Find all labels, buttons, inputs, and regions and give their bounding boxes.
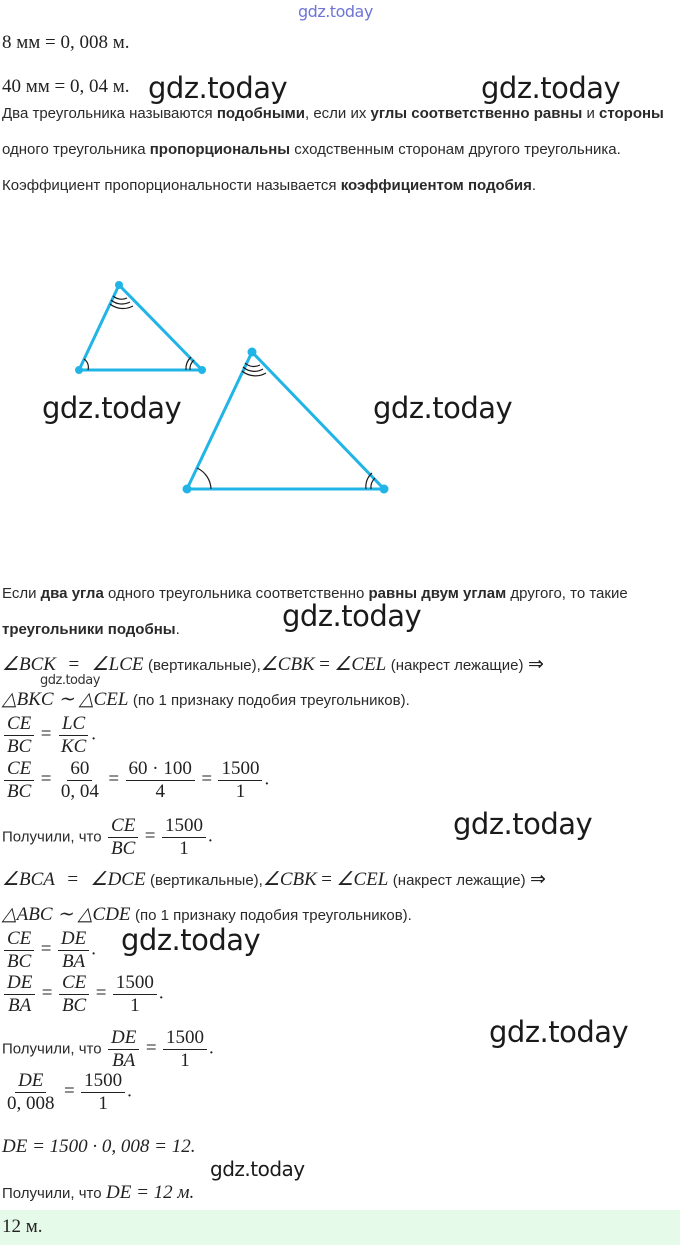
answer-box xyxy=(0,1210,680,1245)
watermark: gdz.today xyxy=(42,391,182,425)
watermark: gdz.today xyxy=(121,923,261,957)
proportion-equation-5: $\frac{DE}{0, 008}$ = $\frac{1500}{1}$ . xyxy=(7,1070,132,1114)
similar-triangles-diagram xyxy=(0,270,680,510)
result-ratio-1: Получили, что $\frac{CE}{BC}$ = $\frac{1500}{1}$ . xyxy=(2,815,213,859)
watermark: gdz.today xyxy=(481,71,621,105)
large-triangle-angle-marks xyxy=(197,363,375,489)
angles-equality-line-2: ∠BCA = ∠DCE (вертикальные),∠CBK = ∠CEL (накрест лежащие) ⇒ xyxy=(2,869,546,890)
small-triangle xyxy=(79,285,202,370)
conversion-line-2: 40 мм = 0, 04 м. xyxy=(2,76,130,97)
small-triangle-vertices xyxy=(75,281,206,374)
proportion-equation-2: $\frac{CE}{BC}$ = $\frac{60}{0, 04}$ = $\frac{60 \cdot 100}{4}$ = $\frac{1500}{1}$ . xyxy=(2,758,269,803)
watermark: gdz.today xyxy=(453,807,593,841)
triangle-similarity-line-1: △BKC ∼ △CEL (по 1 признаку подобия треугольников). xyxy=(2,689,410,710)
angles-equality-line-1: ∠BCK = ∠LCE (вертикальные),∠CBK = ∠CEL (накрест лежащие) ⇒ xyxy=(2,654,544,675)
definition-paragraph: Два треугольника называются подобными, если их углы соответственно равны и стороны одного треугольника пропорциональны сходственным сторонам другого треугольника. Коэффициент пропорциональности называется коэффициентом подобия. xyxy=(2,105,664,194)
watermark: gdz.today xyxy=(373,391,513,425)
proportion-equation-3: $\frac{CE}{BC}$ = $\frac{DE}{BA}$ . xyxy=(2,928,96,973)
result-value: Получили, что DE = 12 м. xyxy=(2,1182,195,1203)
large-triangle xyxy=(187,352,384,489)
similarity-rule-paragraph: Если два угла одного треугольника соответственно равны двум углам другого, то такие треугольники подобны. xyxy=(2,585,628,638)
watermark: gdz.today xyxy=(148,71,288,105)
watermark: gdz.today xyxy=(210,1157,305,1181)
proportion-equation-1: $\frac{CE}{BC}$ = $\frac{LC}{KC}$ . xyxy=(2,713,96,758)
final-calculation: DE = 1500 · 0, 008 = 12. xyxy=(2,1136,196,1157)
result-ratio-2: Получили, что $\frac{DE}{BA}$ = $\frac{1500}{1}$ . xyxy=(2,1027,214,1071)
watermark: gdz.today xyxy=(298,2,373,21)
watermark: gdz.today xyxy=(40,673,100,688)
watermark: gdz.today xyxy=(282,599,422,633)
triangle-similarity-line-2: △ABC ∼ △CDE (по 1 признаку подобия треугольников). xyxy=(2,904,412,925)
watermark: gdz.today xyxy=(489,1015,629,1049)
answer-text: 12 м. xyxy=(2,1216,43,1237)
conversion-line-1: 8 мм = 0, 008 м. xyxy=(2,32,130,53)
proportion-equation-4: $\frac{DE}{BA}$ = $\frac{CE}{BC}$ = $\frac{1500}{1}$ . xyxy=(2,972,164,1017)
large-triangle-vertices xyxy=(183,348,389,494)
